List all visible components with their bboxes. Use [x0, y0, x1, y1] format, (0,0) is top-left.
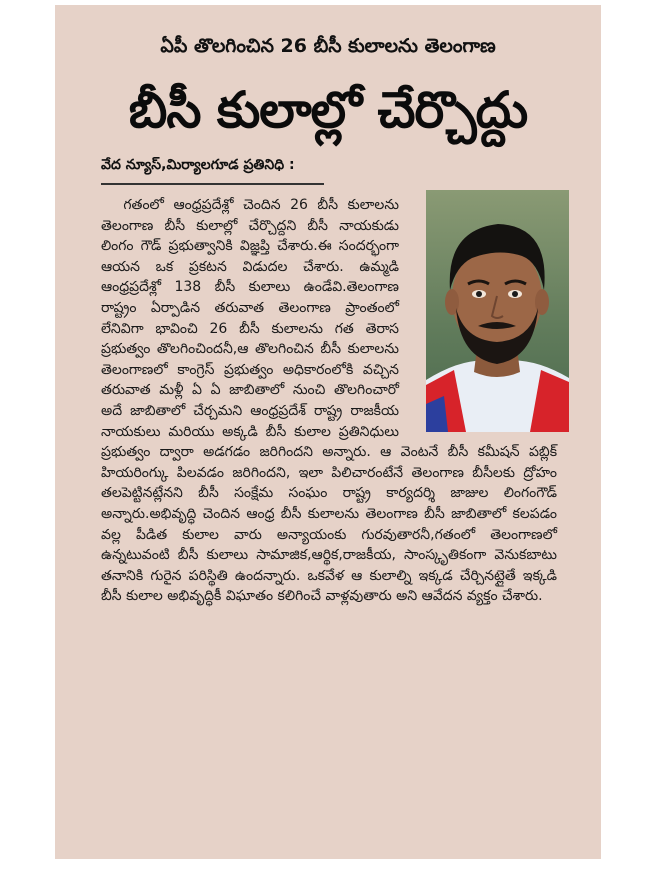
article-paragraph: గతంలో ఆంధ్రప్రదేశ్లో చెందిన 26 బీసీ కులాలను తెలంగాణ బీసీ కులాల్లో చేర్చొద్దని బీసీ నాయకుడు లింగం గౌడ్ ప్రభుత్వానికి విజ్ఞప్తి చేశారు.ఈ సందర్భంగా ఆయన ఒక ప్రకటన విడుదల చేశారు. ఉమ్మడి ఆంధ్రప్రదేశ్లో 138 బీసీ కులాలు ఉండేవి.తెలంగాణ రాష్ట్రం ఏర్పాడిన తరువాత తెలంగాణ ప్రాంతంలో లేనివిగా భావించి 26 బీసీ కులాలను గత తెరాస ప్రభుత్వం తొలగించిందనీ,ఆ తొలగించిన బీసీ కులాలను తెలంగాణలో కాంగ్రెస్ ప్రభుత్వం అధికారంలోకి వచ్చిన తరువాత మళ్లీ ఏ ఏ జాబితాలో నుంచి తొలగించారో అదే జాబితాలో చేర్చమని ఆంధ్రప్రదేశ్ రాష్ట్ర రాజకీయ నాయకులు మరియు అక్కడి బీసీ కులాల ప్రతినిధులు ప్రభుత్వం ద్వారా అడగడం జరిగిందని అన్నారు. ఆ వెంటనే బీసీ కమీషన్ పబ్లిక్ హియరింగ్కు పిలవడం జరిగిందని, ఇలా పిలిచారంటేనే తెలంగాణ బీసీలకు ద్రోహం తలపెట్టినట్లేనని బీసీ సంక్షేమ సంఘం రాష్ట్ర కార్యదర్శి జాజుల లింగంగౌడ్ అన్నారు.అభివృద్ధి చెందిన ఆంధ్ర బీసీ కులాలను తెలంగాణ బీసీ జాబితాలో కలపడం వల్ల పీడిత కులాల వారు అన్యాయంకు గురవుతారనీ,గతంలో తెలంగాణలో ఉన్నటువంటి బీసీ కులాలు సామాజిక,ఆర్థిక,రాజకీయ, సాంస్కృతికంగా వెనుకబాటు తనానికి గురైన పరిస్థితి ఉందన్నారు. ఒకవేళ ఆ కులాల్ని ఇక్కడ చేర్చినట్లైతే ఇక్కడి బీసీ కులాల అభివృద్ధికీ విఘాతం కలిగించే వాళ్లవుతారు అని ఆవేదన వ్యక్తం చేశారు. [101, 197, 557, 605]
newspaper-clipping [55, 5, 601, 859]
main-headline: బీసీ కులాల్లో చేర్చొద్దు [128, 81, 528, 139]
kicker-subheadline: ఏపీ తొలగించిన 26 బీసీ కులాలను తెలంగాణ [160, 35, 496, 57]
portrait-photo [426, 190, 569, 432]
portrait-illustration [426, 190, 569, 432]
byline: వేద న్యూస్,మిర్యాలగూడ ప్రతినిధి : [101, 157, 295, 173]
byline-underline [101, 183, 324, 185]
